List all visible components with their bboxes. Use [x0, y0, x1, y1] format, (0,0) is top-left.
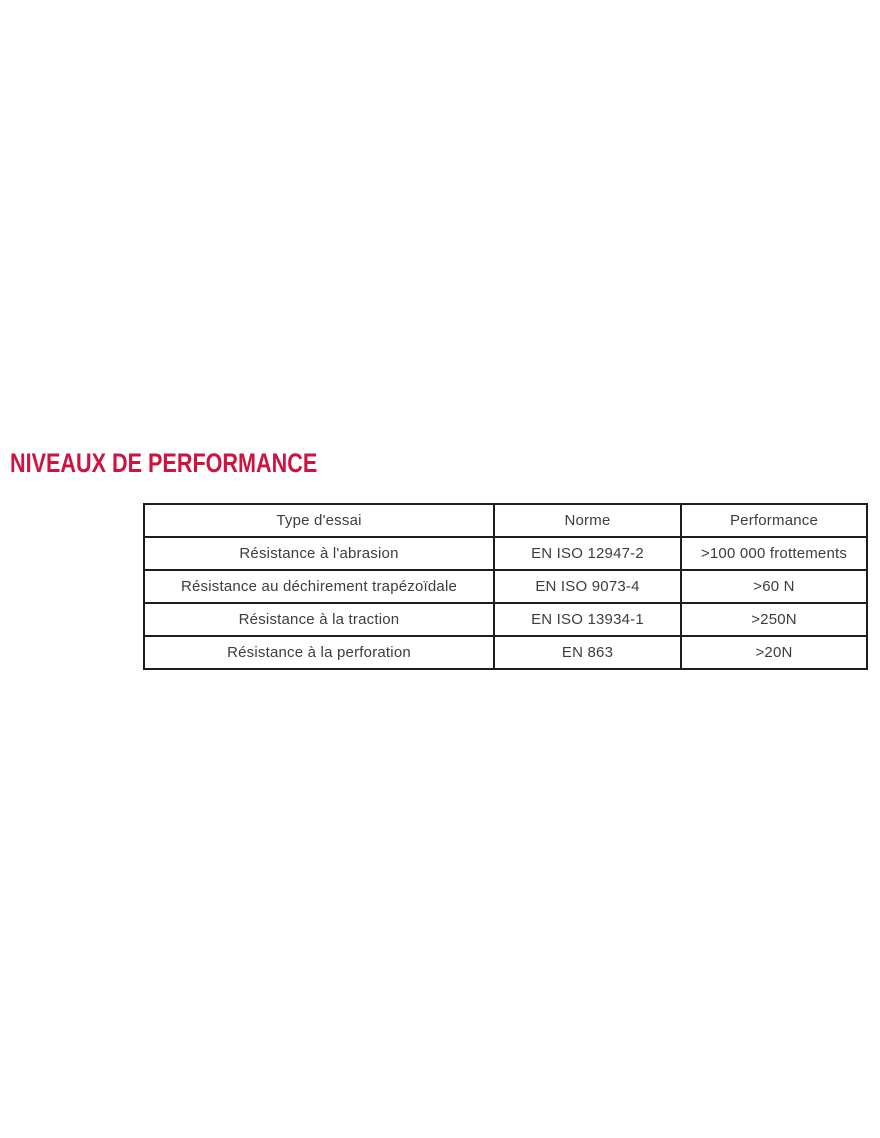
cell-type-essai: Résistance à la perforation	[144, 636, 494, 669]
cell-norme: EN ISO 12947-2	[494, 537, 681, 570]
column-header-type-essai: Type d'essai	[144, 504, 494, 537]
cell-norme: EN ISO 13934-1	[494, 603, 681, 636]
table-header-row	[144, 504, 867, 537]
cell-type-essai: Résistance à l'abrasion	[144, 537, 494, 570]
table-row	[144, 570, 867, 603]
cell-type-essai: Résistance au déchirement trapézoïdale	[144, 570, 494, 603]
cell-norme: EN 863	[494, 636, 681, 669]
performance-table	[143, 503, 868, 670]
cell-performance: >100 000 frottements	[681, 537, 867, 570]
table-row	[144, 636, 867, 669]
cell-performance: >250N	[681, 603, 867, 636]
column-header-performance: Performance	[681, 504, 867, 537]
cell-type-essai: Résistance à la traction	[144, 603, 494, 636]
cell-performance: >60 N	[681, 570, 867, 603]
column-header-norme: Norme	[494, 504, 681, 537]
cell-norme: EN ISO 9073-4	[494, 570, 681, 603]
table-row	[144, 603, 867, 636]
section-heading: NIVEAUX DE PERFORMANCE	[10, 448, 318, 478]
table-row	[144, 537, 867, 570]
cell-performance: >20N	[681, 636, 867, 669]
